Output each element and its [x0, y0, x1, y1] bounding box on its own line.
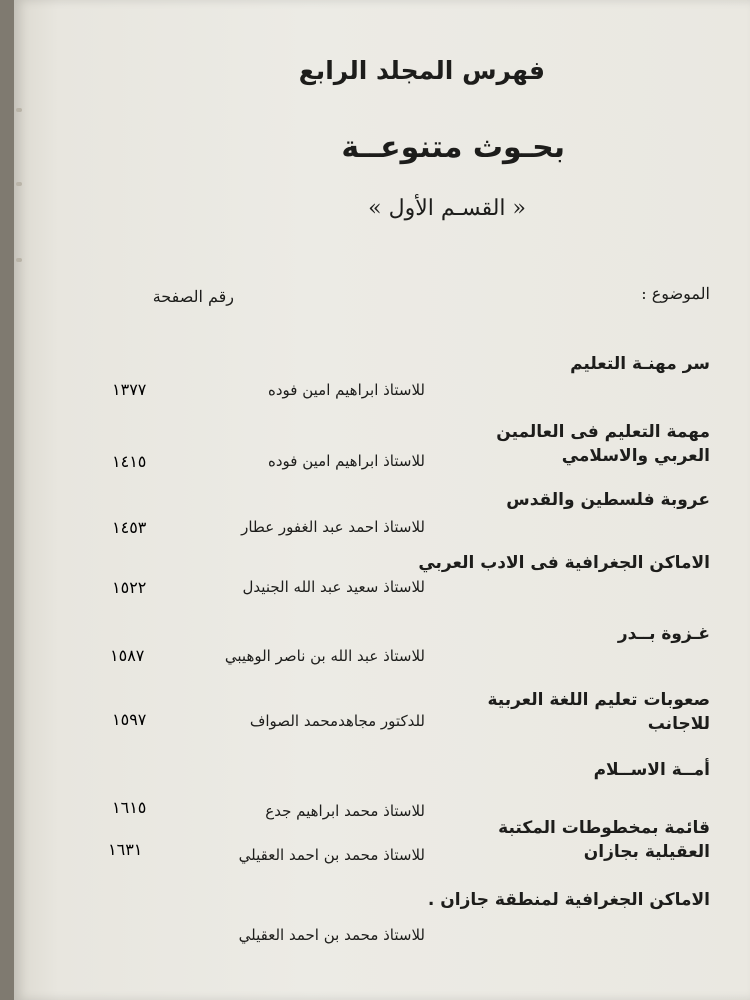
document-page [14, 0, 750, 1000]
entry-topic-7: أمــة الاســلام [593, 760, 710, 780]
header-topic: الموضوع : [641, 284, 710, 303]
entry-topic-2: مهمة التعليم فى العالمين العربي والاسلامي [496, 422, 710, 466]
entry-author-4: للاستاذ سعيد عبد الله الجنيدل [242, 578, 425, 596]
entry-page-8: ١٦٣١ [108, 840, 143, 859]
entry-page-4: ١٥٢٢ [112, 578, 147, 597]
header-page: رقم الصفحة [152, 287, 234, 306]
entry-topic-9: الاماكن الجغرافية لمنطقة جازان . [427, 890, 710, 910]
section-label: « القسـم الأول » [368, 196, 526, 221]
entry-page-2: ١٤١٥ [112, 452, 147, 471]
index-title: فهرس المجلد الرابع [298, 56, 545, 85]
entry-topic-5: غـزوة بــدر [617, 624, 710, 644]
entry-topic-4: الاماكن الجغرافية فى الادب العربي [418, 553, 710, 573]
entry-author-7: للاستاذ محمد ابراهيم جدع [265, 802, 425, 820]
entry-page-6: ١٥٩٧ [112, 710, 147, 729]
entry-topic-6: صعوبات تعليم اللغة العربية للاجانب [487, 690, 710, 734]
entry-page-7: ١٦١٥ [112, 798, 147, 817]
entry-author-5: للاستاذ عبد الله بن ناصر الوهيبي [224, 647, 425, 665]
entry-topic-3: عروبة فلسطين والقدس [506, 490, 710, 510]
entry-page-1: ١٣٧٧ [112, 380, 147, 399]
entry-page-5: ١٥٨٧ [110, 646, 145, 665]
entry-topic-1: سر مهنـة التعليم [570, 354, 710, 374]
entry-author-9: للاستاذ محمد بن احمد العقيلي [238, 926, 425, 944]
entry-page-3: ١٤٥٣ [112, 518, 147, 537]
entry-author-1: للاستاذ ابراهيم امين فوده [268, 381, 425, 399]
index-subtitle: بحـوث متنوعــة [341, 130, 565, 165]
entry-author-6: للدكتور مجاهدمحمد الصواف [249, 712, 425, 730]
entry-author-2: للاستاذ ابراهيم امين فوده [268, 452, 425, 470]
entry-author-3: للاستاذ احمد عبد الغفور عطار [241, 518, 425, 536]
entry-author-8: للاستاذ محمد بن احمد العقيلي [238, 846, 425, 864]
entry-topic-8: قائمة بمخطوطات المكتبة العقيلية بجازان [498, 818, 710, 862]
